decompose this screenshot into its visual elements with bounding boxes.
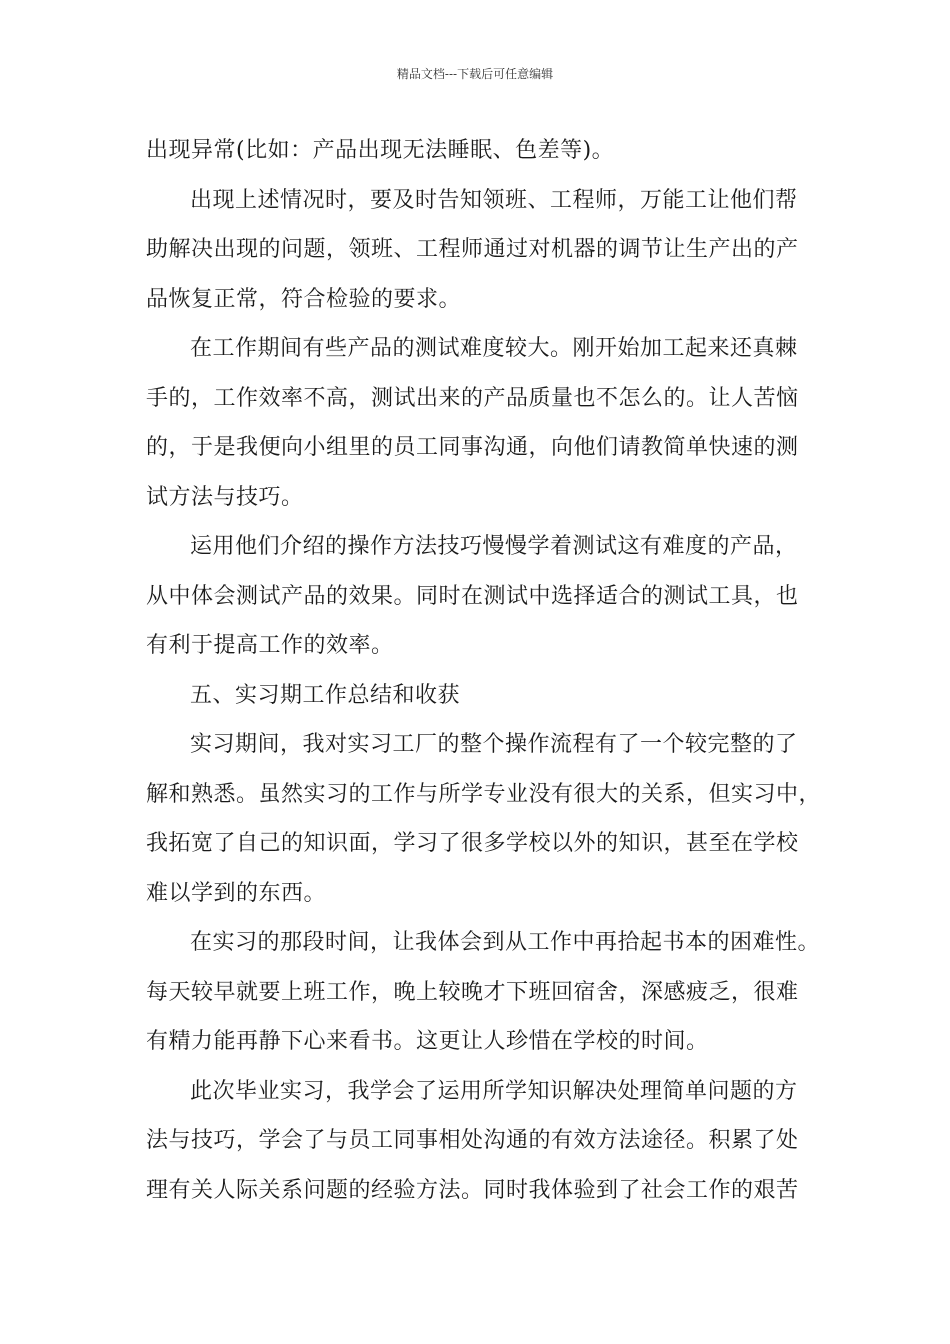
text-line: 每天较早就要上班工作，晚上较晚才下班回宿舍，深感疲乏，很难 (146, 979, 799, 1005)
page-header: 精品文档---下载后可任意编辑 (396, 67, 554, 81)
text-line: 品恢复正常，符合检验的要求。 (146, 286, 462, 312)
text-line: 出现异常(比如：产品出现无法睡眠、色差等)。 (146, 138, 615, 163)
section-heading: 五、实习期工作总结和收获 (190, 682, 461, 708)
text-line: 有精力能再静下心来看书。这更让人珍惜在学校的时间。 (146, 1029, 709, 1054)
text-line: 难以学到的东西。 (146, 880, 327, 906)
text-line: 从中体会测试产品的效果。同时在测试中选择适合的测试工具，也 (146, 583, 799, 609)
text-line: 有利于提高工作的效率。 (146, 633, 394, 658)
text-line: 试方法与技巧。 (146, 484, 304, 510)
text-line: 的，于是我便向小组里的员工同事沟通，向他们请教简单快速的测 (146, 435, 799, 460)
text-line: 我拓宽了自己的知识面，学习了很多学校以外的知识，甚至在学校 (146, 831, 799, 856)
text-line: 在工作期间有些产品的测试难度较大。刚开始加工起来还真棘 (190, 336, 798, 361)
text-line: 此次毕业实习，我学会了运用所学知识解决处理简单问题的方 (190, 1078, 798, 1104)
text-line: 理有关人际关系问题的经验方法。同时我体验到了社会工作的艰苦 (146, 1177, 799, 1203)
text-line: 手的，工作效率不高，测试出来的产品质量也不怎么的。让人苦恼 (146, 385, 799, 411)
text-line: 法与技巧，学会了与员工同事相处沟通的有效方法途径。积累了处 (146, 1128, 799, 1153)
text-line: 助解决出现的问题，领班、工程师通过对机器的调节让生产出的产 (146, 237, 799, 262)
text-line: 实习期间，我对实习工厂的整个操作流程有了一个较完整的了 (190, 732, 798, 757)
text-line: 运用他们介绍的操作方法技巧慢慢学着测试这有难度的产品， (190, 534, 798, 559)
text-line: 出现上述情况时，要及时告知领班、工程师，万能工让他们帮 (190, 187, 798, 213)
document-body (146, 126, 822, 1215)
text-line: 解和熟悉。虽然实习的工作与所学专业没有很大的关系，但实习中， (146, 781, 822, 807)
text-line: 在实习的那段时间，让我体会到从工作中再拾起书本的困难性。 (190, 930, 821, 955)
